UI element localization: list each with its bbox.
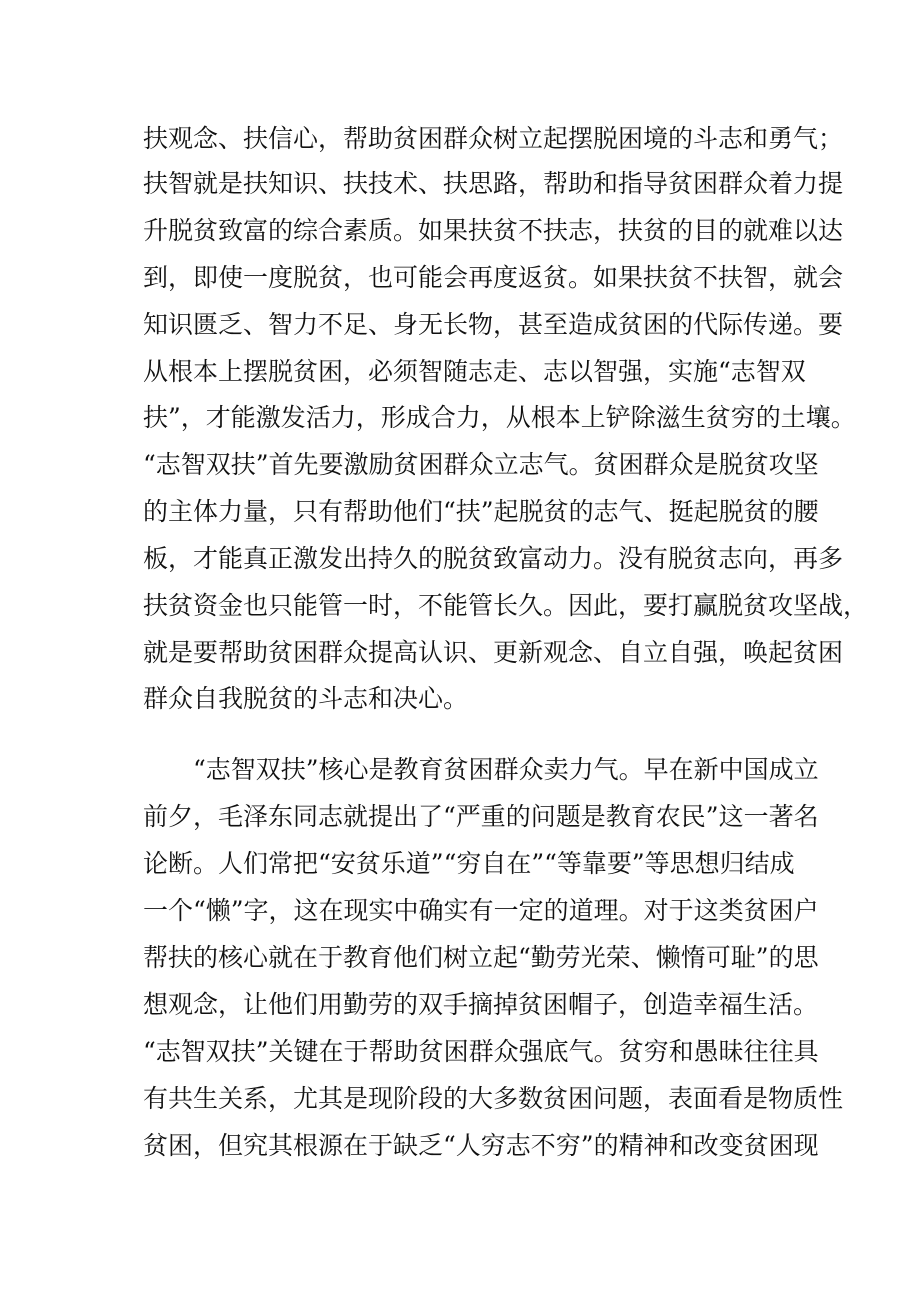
text-line: 群众自我脱贫的斗志和决心。 [143, 684, 469, 713]
text-line: 贫困，但究其根源在于缺乏“人穷志不穷”的精神和改变贫困现 [143, 1131, 819, 1160]
text-line: 扶观念、扶信心，帮助贫困群众树立起摆脱困境的斗志和勇气； [143, 124, 844, 153]
text-line: 知识匮乏、智力不足、身无长物，甚至造成贫困的代际传递。要 [143, 310, 844, 339]
text-line: “志智双扶”关键在于帮助贫困群众强底气。贫穷和愚昧往往具 [143, 1037, 819, 1066]
text-line: 从根本上摆脱贫困，必须智随志走、志以智强，实施“志智双 [143, 357, 806, 386]
text-line: 的主体力量，只有帮助他们“扶”起脱贫的志气、挺起脱贫的腰 [143, 497, 819, 526]
text-line: 板，才能真正激发出持久的脱贫致富动力。没有脱贫志向，再多 [143, 544, 844, 573]
text-line: 论断。人们常把“安贫乐道”“穷自在”“等靠要”等思想归结成 [143, 849, 795, 878]
text-line: 想观念，让他们用勤劳的双手摘掉贫困帽子，创造幸福生活。 [143, 990, 819, 1019]
text-line: 一个“懒”字，这在现实中确实有一定的道理。对于这类贫困户 [143, 896, 819, 925]
text-line: 帮扶的核心就在于教育他们树立起“勤劳光荣、懒惰可耻”的思 [143, 943, 819, 972]
text-line: 有共生关系，尤其是现阶段的大多数贫困问题，表面看是物质性 [143, 1084, 844, 1113]
text-line: “志智双扶”首先要激励贫困群众立志气。贫困群众是脱贫攻坚 [143, 450, 819, 479]
text-line: 扶智就是扶知识、扶技术、扶思路，帮助和指导贫困群众着力提 [143, 169, 844, 198]
text-line: 升脱贫致富的综合素质。如果扶贫不扶志，扶贫的目的就难以达 [143, 216, 844, 245]
text-line: 到，即使一度脱贫，也可能会再度返贫。如果扶贫不扶智，就会 [143, 263, 844, 292]
text-line: “志智双扶”核心是教育贫困群众卖力气。早在新中国成立 [193, 755, 819, 784]
text-line: 就是要帮助贫困群众提高认识、更新观念、自立自强，唤起贫困 [143, 638, 844, 667]
text-line: 前夕，毛泽东同志就提出了“严重的问题是教育农民”这一著名 [143, 802, 819, 831]
text-line: 扶贫资金也只能管一时，不能管长久。因此，要打赢脱贫攻坚战， [143, 591, 869, 620]
text-line: 扶”，才能激发活力，形成合力，从根本上铲除滋生贫穷的土壤。 [143, 403, 856, 432]
